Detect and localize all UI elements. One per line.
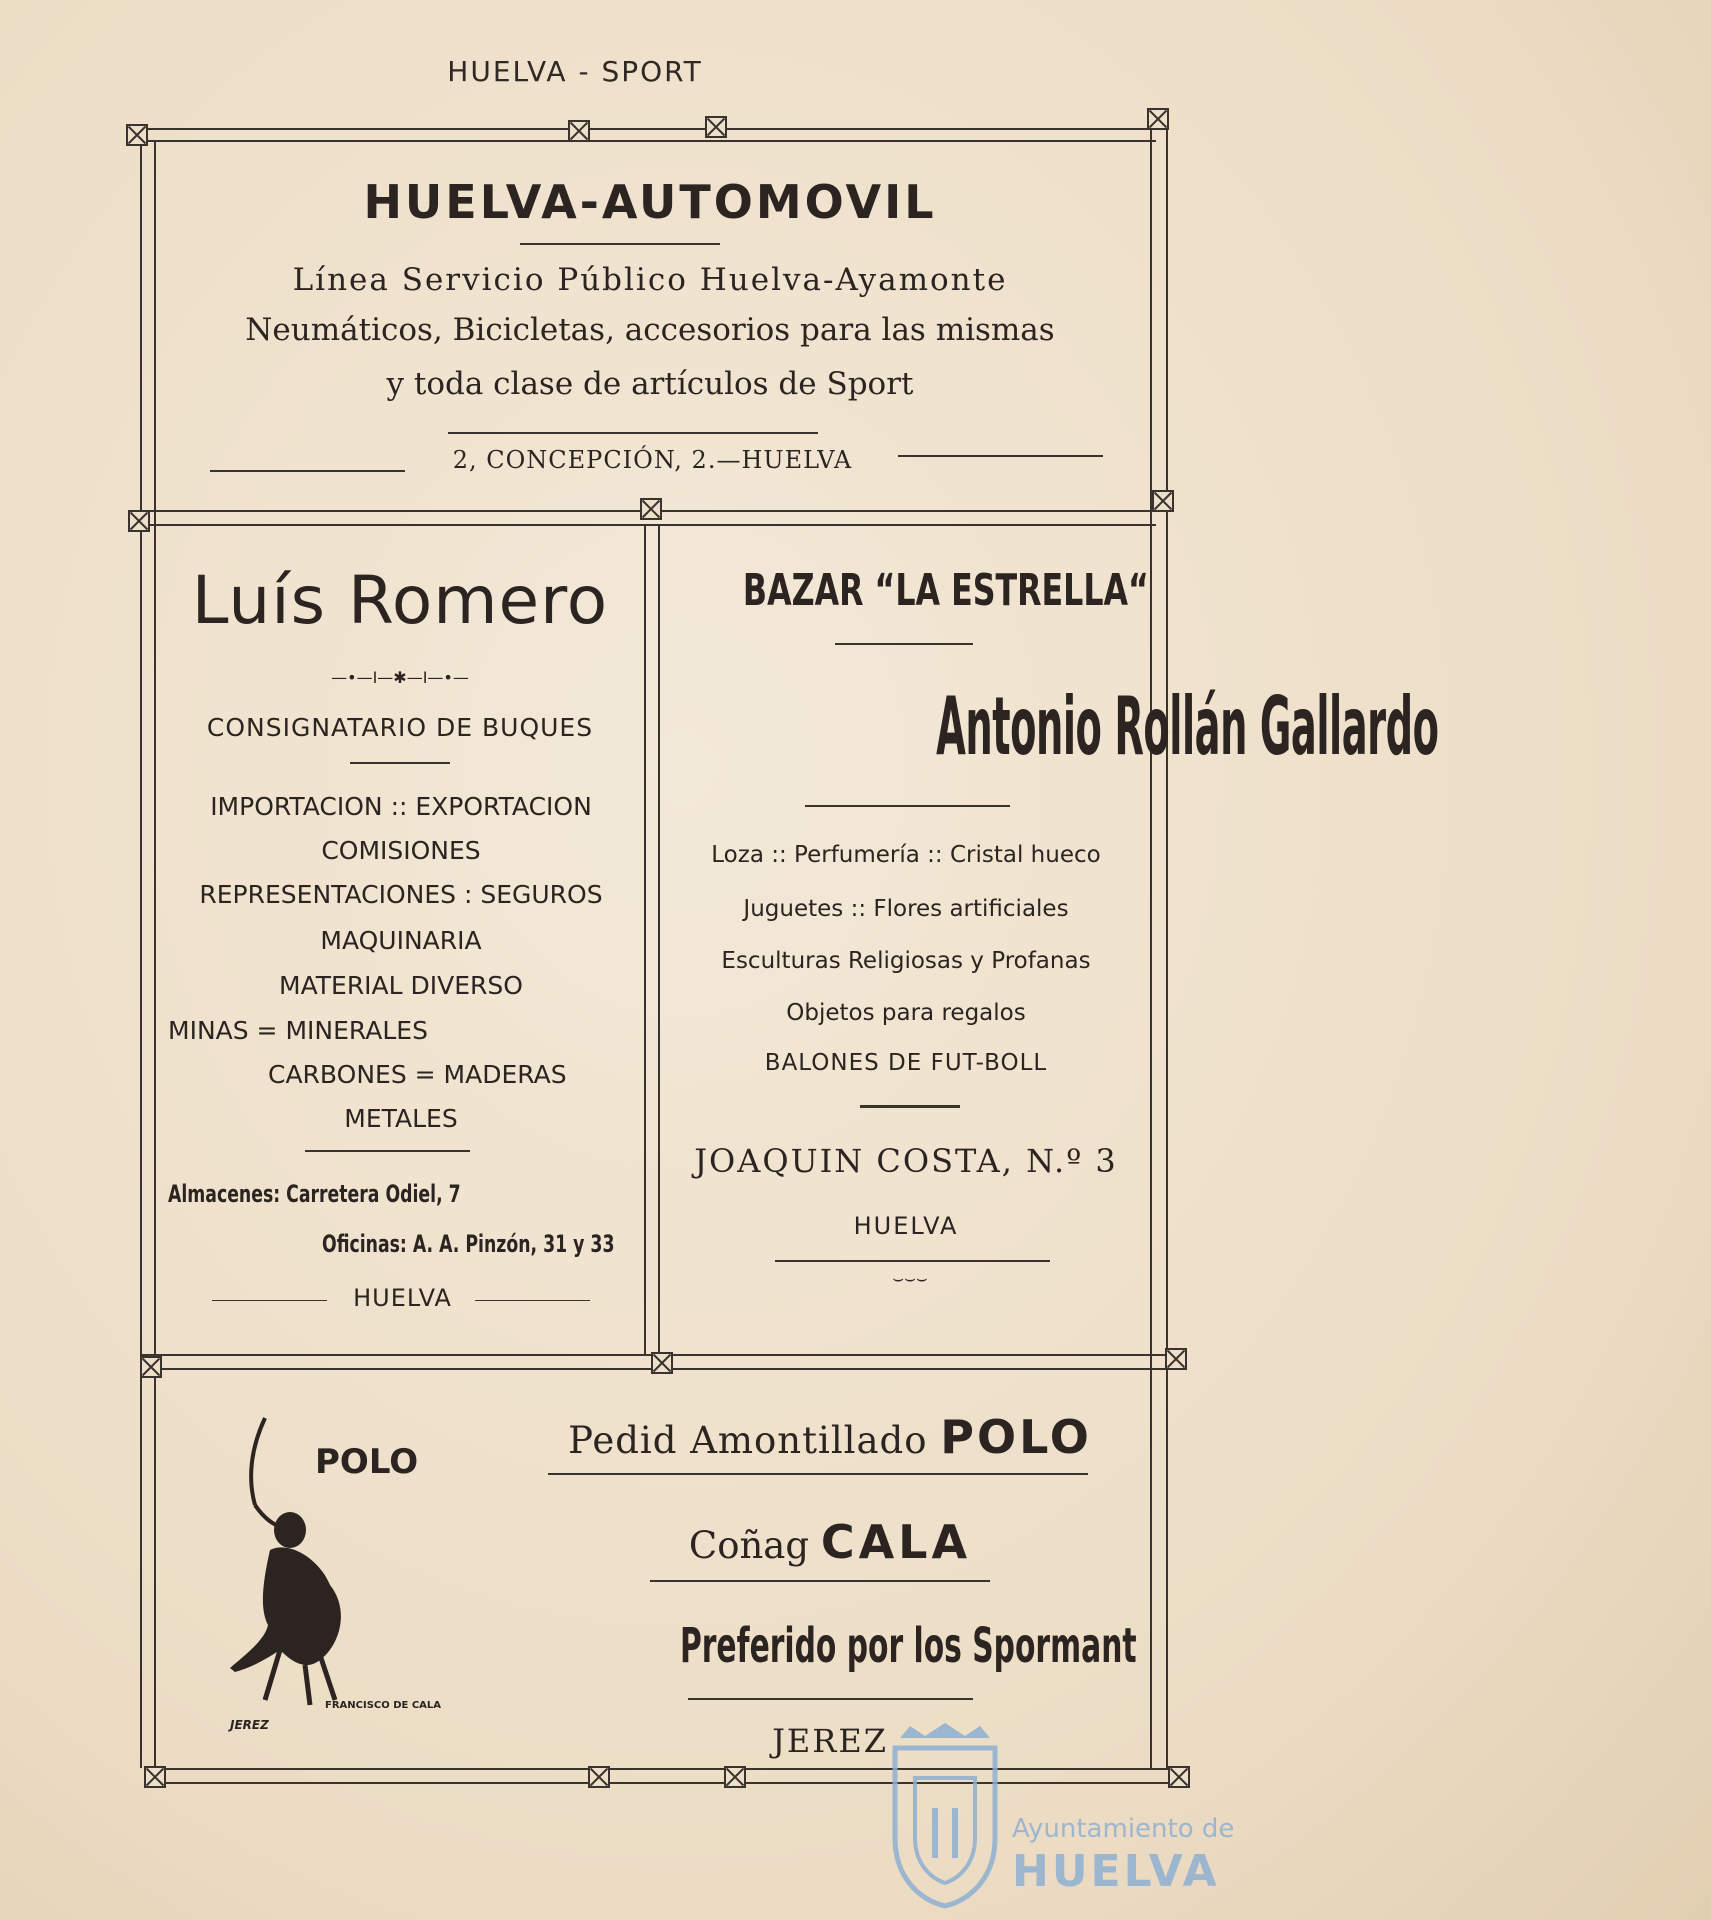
ad3-line-esculturas: Esculturas Religiosas y Profanas (721, 948, 1091, 974)
ad3-title: BAZAR “LA ESTRELLA“ (742, 565, 1149, 616)
ad1-address: 2, CONCEPCIÓN, 2.—HUELVA (452, 446, 853, 474)
ad1-title: HUELVA-AUTOMOVIL (363, 175, 937, 229)
ad1-line-products: Neumáticos, Bicicletas, accesorios para las mismas (245, 312, 1055, 348)
ad3-line-objetos: Objetos para regalos (786, 1000, 1026, 1026)
ornament-flourish-icon: ⌣⌣⌣ (892, 1268, 928, 1289)
ad2-subtitle: CONSIGNATARIO DE BUQUES (206, 713, 594, 742)
ad2-line-comisiones: COMISIONES (321, 836, 481, 865)
ad2-line-representaciones: REPRESENTACIONES : SEGUROS (199, 880, 603, 909)
watermark-logo (870, 1718, 1290, 1918)
ad4-line-cala: Coñag CALA (688, 1515, 972, 1569)
ad2-ornament: —•—I—✱—I—•— (331, 668, 469, 687)
ad2-line-carbones: CARBONES = MADERAS (268, 1060, 567, 1089)
ad4-line-polo: Pedid Amontillado POLO (568, 1410, 1092, 1464)
ad2-oficinas: Oficinas: A. A. Pinzón, 31 y 33 (322, 1230, 615, 1258)
polo-logo-brand: POLO (315, 1442, 419, 1482)
ad2-line-material: MATERIAL DIVERSO (279, 971, 523, 1000)
polo-logo-city: JEREZ (230, 1718, 269, 1732)
ad2-line-metales: METALES (344, 1104, 458, 1133)
ad3-line-juguetes: Juguetes :: Flores artificiales (743, 896, 1069, 922)
ad1-line-sport: y toda clase de artículos de Sport (386, 366, 914, 402)
watermark-line2: HUELVA (1012, 1846, 1220, 1897)
ad2-almacenes: Almacenes: Carretera Odiel, 7 (168, 1180, 461, 1208)
watermark-line1: Ayuntamiento de (1012, 1814, 1235, 1844)
coat-of-arms-icon (880, 1718, 1010, 1908)
ad4-line-preferido: Preferido por los Spormant (679, 1618, 1137, 1674)
polo-logo (210, 1410, 500, 1740)
ad1-line-service: Línea Servicio Público Huelva-Ayamonte (292, 262, 1008, 298)
ad2-name: Luís Romero (191, 562, 609, 639)
ad2-city: HUELVA (353, 1284, 452, 1312)
page-header: HUELVA - SPORT (447, 55, 703, 88)
ad3-city: HUELVA (853, 1212, 959, 1240)
ad2-line-import: IMPORTACION :: EXPORTACION (210, 792, 592, 821)
ad3-name: Antonio Rollán Gallardo (936, 680, 1439, 773)
ad3-line-loza: Loza :: Perfumería :: Cristal hueco (711, 842, 1101, 868)
ad2-line-maquinaria: MAQUINARIA (320, 926, 482, 955)
ad4-city: JEREZ (772, 1722, 888, 1760)
ad3-address: JOAQUIN COSTA, N.º 3 (694, 1142, 1118, 1180)
ad2-line-minas: MINAS = MINERALES (168, 1016, 428, 1045)
ad3-line-balones: BALONES DE FUT-BOLL (764, 1050, 1048, 1076)
polo-logo-maker: FRANCISCO DE CALA (325, 1700, 442, 1711)
